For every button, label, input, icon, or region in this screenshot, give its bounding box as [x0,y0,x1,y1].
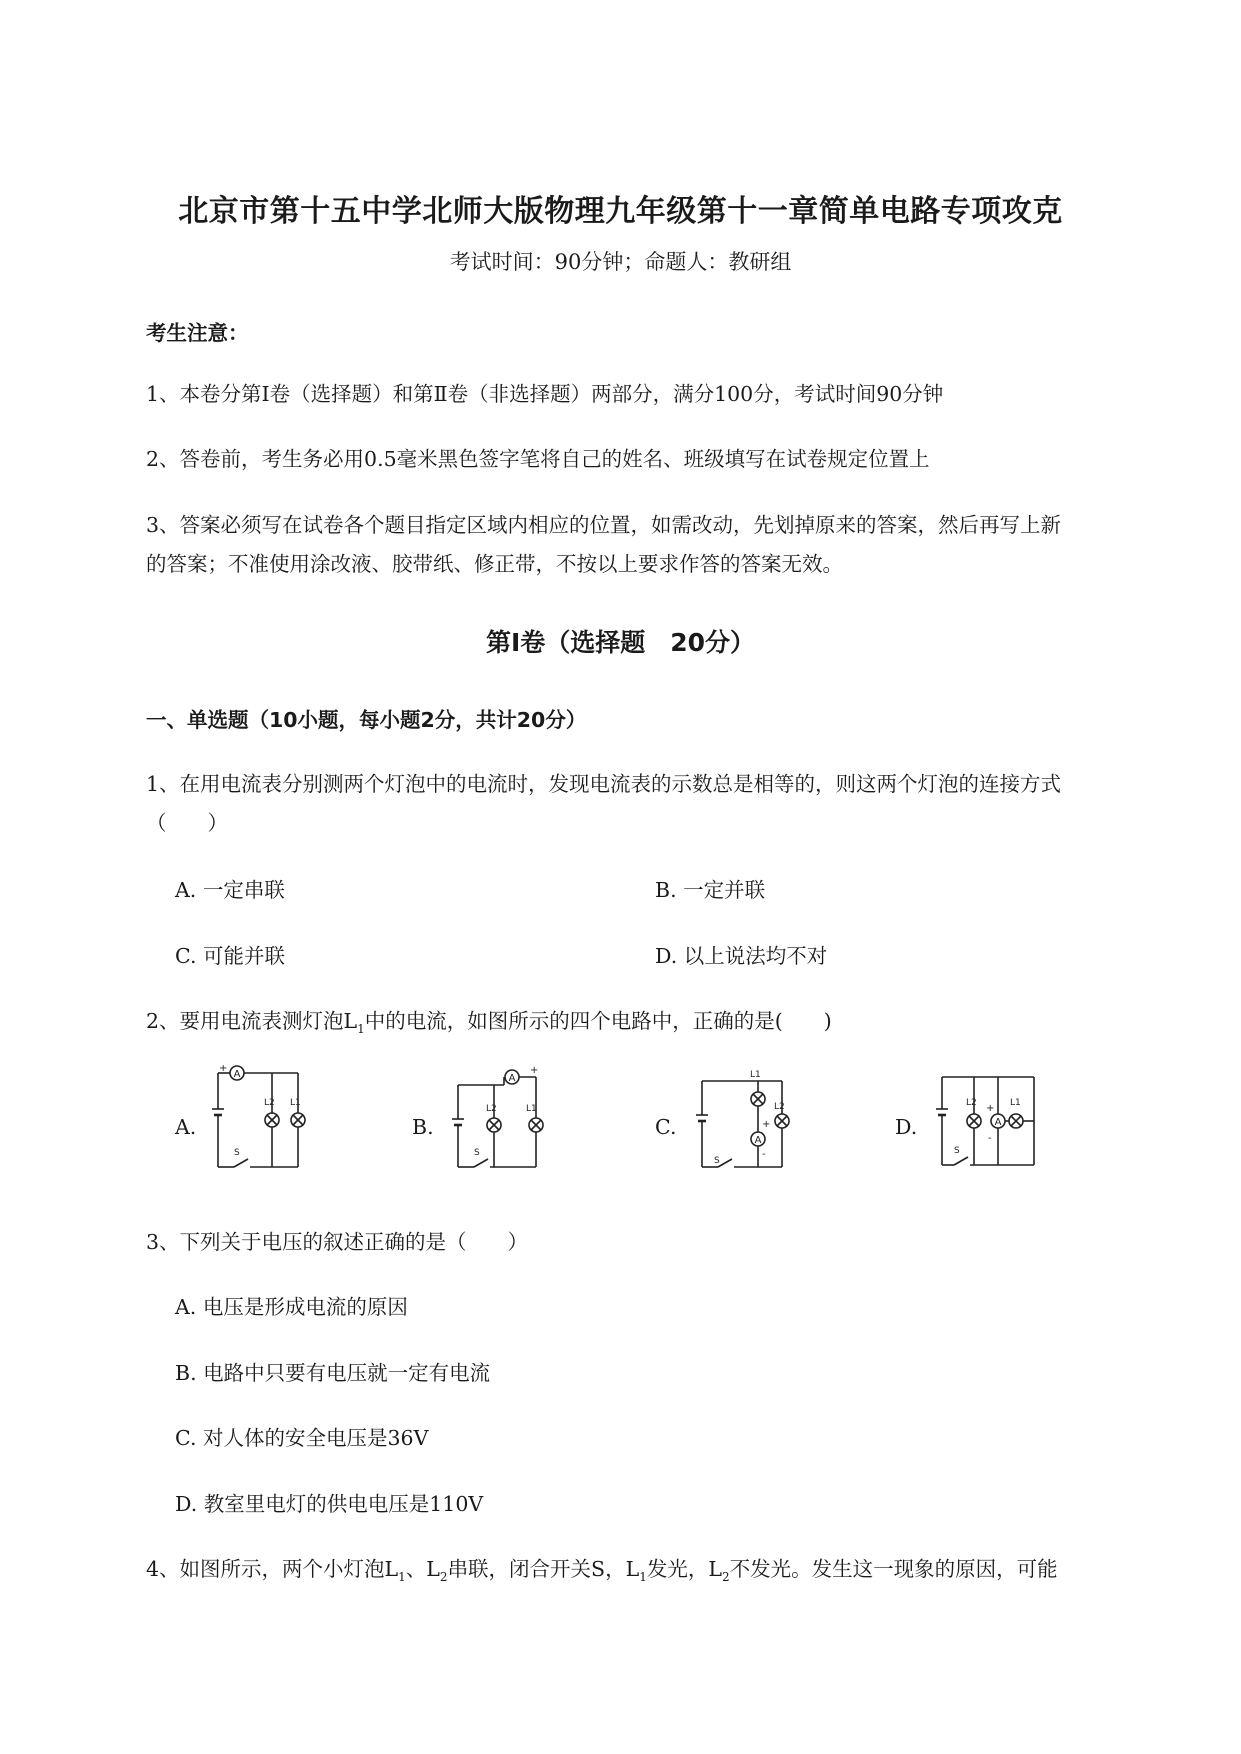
q2-option-d-label[interactable]: D. [895,1115,918,1139]
q1-option-d[interactable]: D. 以上说法均不对 [655,944,828,968]
notice-item-2: 2、答卷前，考生务必用0.5毫米黑色签字笔将自己的姓名、班级填写在试卷规定位置上 [146,447,930,471]
circuit-diagram-d [936,1065,1044,1175]
ammeter-label: A [233,1069,241,1080]
svg-text:S: S [474,1148,480,1158]
svg-text:A: A [508,1073,516,1084]
svg-text:S: S [954,1146,960,1156]
notice-item-3-cont: 的答案；不准使用涂改液、胶带纸、修正带，不按以上要求作答的答案无效。 [146,552,843,576]
q4-stem: 4、如图所示，两个小灯泡$L_1$、$L_2$串联，闭合开关S，$L_1$发光，$L_2$不发光。发生这一现象的原因，可能 [146,1557,1058,1585]
q1-option-b[interactable]: B. 一定并联 [655,878,766,902]
svg-text:L2: L2 [966,1098,977,1108]
svg-text:+: + [986,1103,995,1114]
svg-text:A: A [994,1117,1002,1128]
q2-stem: 2、要用电流表测灯泡$L_1$中的电流，如图所示的四个电路中，正确的是( ) [146,1009,832,1037]
circuit-diagram-c [696,1065,796,1175]
q3-option-d[interactable]: D. 教室里电灯的供电电压是110V [175,1492,484,1516]
svg-text:+: + [530,1065,539,1076]
svg-text:L1: L1 [1010,1098,1021,1108]
notice-item-1: 1、本卷分第I卷（选择题）和第Ⅱ卷（非选择题）两部分，满分100分，考试时间90分钟 [146,382,944,406]
q1-option-c[interactable]: C. 可能并联 [175,944,285,968]
q1-option-a[interactable]: A. 一定串联 [175,878,285,902]
svg-text:+: + [762,1119,771,1130]
q2-option-b-label[interactable]: B. [412,1115,434,1139]
svg-text:L1: L1 [750,1070,761,1080]
notice-item-3: 3、答案必须写在试卷各个题目指定区域内相应的位置，如需改动，先划掉原来的答案，然后再写上新 [146,513,1062,537]
page-title: 北京市第十五中学北师大版物理九年级第十一章简单电路专项攻克 [178,194,1063,229]
svg-text:S: S [234,1148,240,1158]
q3-option-a[interactable]: A. 电压是形成电流的原因 [175,1295,408,1319]
svg-text:L2: L2 [486,1104,497,1114]
section-title: 第I卷（选择题 20分） [485,628,756,657]
exam-info: 考试时间：90分钟；命题人：教研组 [449,250,792,274]
svg-text:+: + [219,1065,228,1074]
q3-option-b[interactable]: B. 电路中只要有电压就一定有电流 [175,1361,491,1385]
q1-stem-cont: （ ） [146,811,228,835]
svg-text:-: - [988,1133,992,1144]
svg-text:L2: L2 [264,1098,275,1108]
svg-text:S: S [714,1156,720,1166]
q2-option-c-label[interactable]: C. [655,1115,677,1139]
svg-text:L2: L2 [774,1102,785,1112]
svg-text:L1: L1 [290,1098,301,1108]
part-heading: 一、单选题（10小题，每小题2分，共计20分） [146,708,587,732]
circuit-diagram-b [452,1065,552,1175]
circuit-diagram-a [212,1065,312,1175]
notice-heading: 考生注意： [146,321,249,345]
svg-text:-: - [762,1149,766,1160]
q2-option-a-label[interactable]: A. [175,1115,197,1139]
svg-text:L1: L1 [526,1104,537,1114]
q3-stem: 3、下列关于电压的叙述正确的是（ ） [146,1230,529,1254]
q3-option-c[interactable]: C. 对人体的安全电压是36V [175,1426,429,1450]
svg-text:A: A [754,1135,762,1146]
q1-stem: 1、在用电流表分别测两个灯泡中的电流时，发现电流表的示数总是相等的，则这两个灯泡的连接方式 [146,772,1062,796]
